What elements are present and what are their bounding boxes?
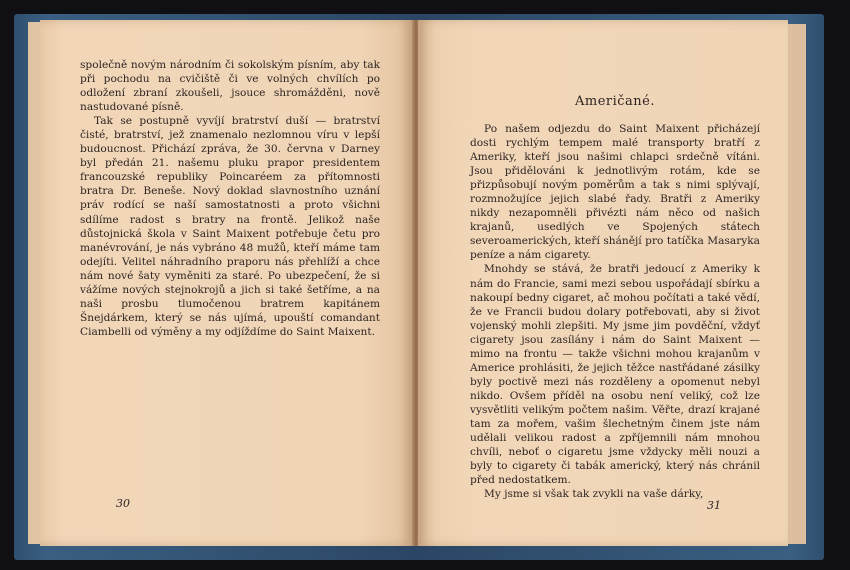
right-page-text: [470, 122, 760, 501]
paragraph: My jsme si však tak zvykli na vaše dárky,: [484, 488, 704, 501]
paragraph: Po našem odjezdu do Saint Maixent přicházejí dosti rychlým tempem malé transporty bratří z Ameriky, kteří jsou našimi chlapci srdečně vítáni. Jsou přidělováni k jednotlivým rotám, kde se přizpůsobují novým poměrům a tak s nimi splývají, rozmnožujíce jejich slabé řady. Bratři z Ameriky nikdy nezapomněli přivézti nám něco od našich krajanů, usedlých ve Spojených státech severoamerických, kteří shánějí pro tatíčka Masaryka peníze a nám cigarety.: [470, 123, 760, 262]
left-page-text: [80, 58, 380, 339]
paragraph: Tak se postupně vyvíjí bratrství duší — bratrství čisté, bratrství, jež znamenalo nezlomnou víru v lepší budoucnost. Přichází zpráva, že 30. června v Darney byl předán 21. našemu pluku prapor presidentem francouzské republiky Poincaréem za přítomnosti bratra Dr. Beneše. Nový doklad slavnostního uznání práv rodící se naší samostatnosti a proto všichni sdílíme radost s bratry na frontě. Jelikož naše důstojnická škola v Saint Maixent potřebuje četu pro manévrování, je nás vybráno 48 mužů, kteří máme tam odejíti. Velitel náhradního praporu nás přehlíží a chce nám nové šaty vyměniti za staré. Po ubezpečení, že si vážíme nových stejnokrojů a jich si také šetříme, a na naši prosbu tlumočenou bratrem kapitánem Šnejdárkem, který se nás ujímá, upouští comandant Ciambelli od výměny a my odjíždíme do Saint Maixent.: [80, 115, 380, 338]
paragraph: Mnohdy se stává, že bratři jedoucí z Ameriky k nám do Francie, sami mezi sebou uspořádají sbírku a nakoupí bedny cigaret, ač mohou počítati a také vědí, že ve Francii budou dolary potřebovati, aby si život vojenský mohli zlepšiti. My jsme jim povděční, vždyť cigarety jsou zasílány i nám do Saint Maixent — mimo na frontu — takže všichni mohou krajanům v Americe prohlásiti, že jejich těžce nastřádané zásilky byly poctivě mezi nás rozděleny a opomenut nebyl nikdo. Ovšem příděl na osobu není veliký, což lze vysvětliti velikým počtem našim. Věřte, drazí krajané tam za mořem, vašim šlechetným činem jste nám udělali velikou radost a zpříjemnili nám mnohou chvíli, neboť o cigaretu jsme vždycky měli nouzi a byly to cigarety či tabák americký, který nás chránil před nedostatkem.: [470, 263, 760, 487]
right-page-edges: [786, 24, 806, 544]
page-number-right: 31: [707, 499, 721, 512]
page-number-left: 30: [116, 497, 130, 510]
paragraph: společně novým národním či sokolským písním, aby tak při pochodu na cvičiště či ve volných chvílích po odložení zbraní zkoušeli, jsouce shromážděni, nově nastudované písně.: [80, 59, 380, 114]
chapter-title: Američané.: [574, 94, 655, 109]
